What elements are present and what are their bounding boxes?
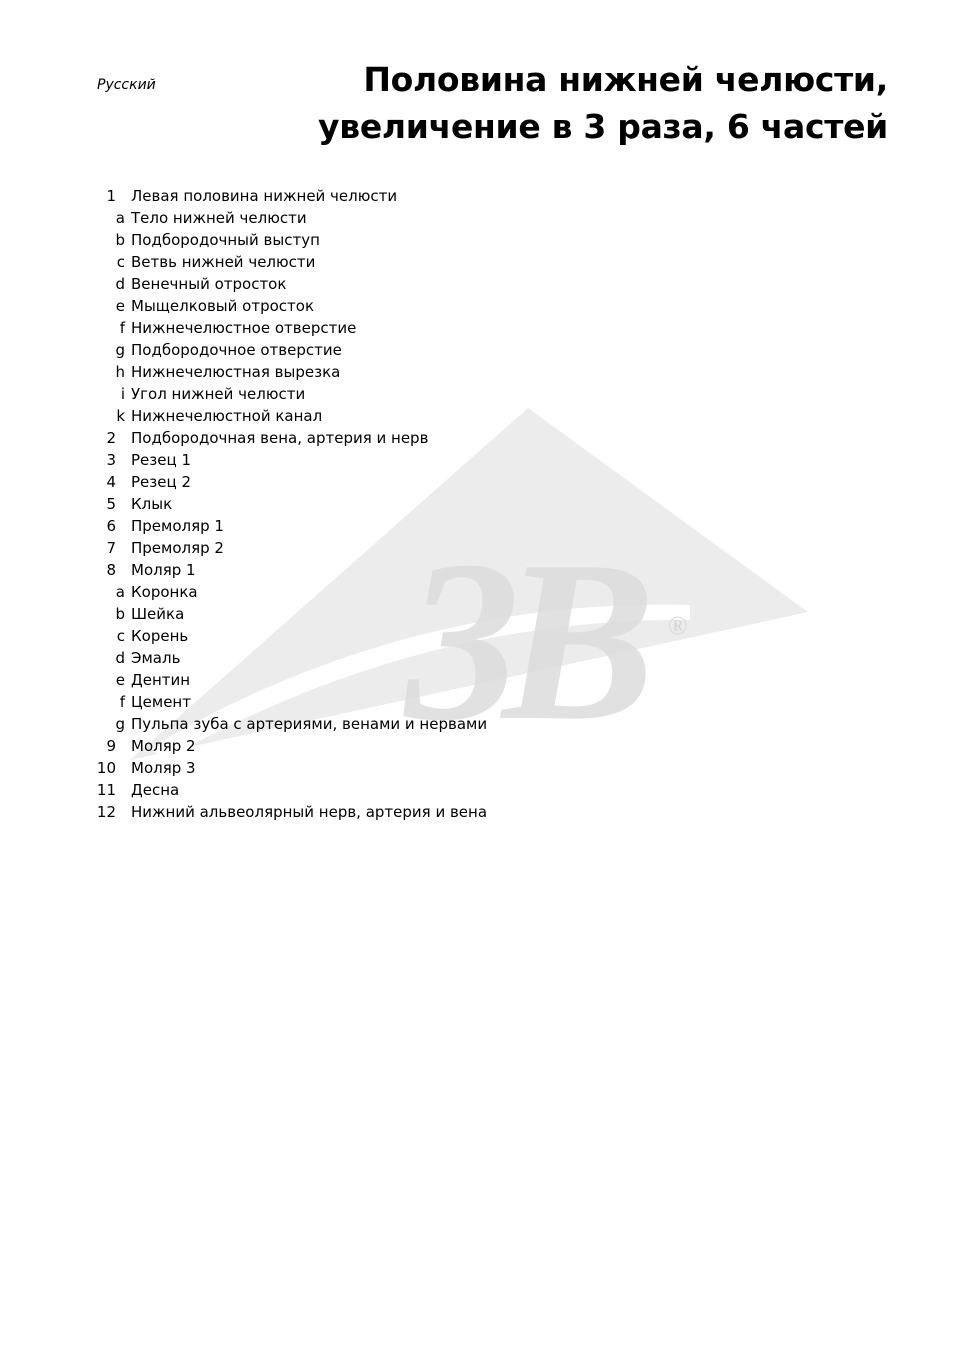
legend-item-label: Клык — [131, 495, 173, 513]
legend-item-label: Тело нижней челюсти — [131, 209, 307, 227]
legend-item-number: a — [115, 209, 125, 227]
legend-item-label: Премоляр 1 — [131, 517, 224, 535]
legend-item-number: 9 — [106, 737, 116, 755]
legend-item-number: b — [115, 231, 125, 249]
legend-item-number: f — [119, 319, 125, 337]
legend-item — [90, 537, 487, 559]
legend-item — [90, 273, 487, 295]
legend-item-number: 4 — [106, 473, 116, 491]
legend-item — [90, 427, 487, 449]
legend-item-label: Подбородочная вена, артерия и нерв — [131, 429, 429, 447]
legend-item — [90, 669, 487, 691]
legend-item — [90, 779, 487, 801]
legend-item-number: 6 — [106, 517, 116, 535]
legend-item — [90, 559, 487, 581]
legend-item-number: b — [115, 605, 125, 623]
legend-item — [90, 581, 487, 603]
legend-item-label: Коронка — [131, 583, 198, 601]
legend-item-label: Дентин — [131, 671, 191, 689]
legend-item-label: Нижний альвеолярный нерв, артерия и вена — [131, 803, 488, 821]
legend-item-label: Эмаль — [131, 649, 181, 667]
legend-item-label: Шейка — [131, 605, 185, 623]
watermark-registered-mark: ® — [668, 611, 688, 640]
legend-item-number: 1 — [106, 187, 116, 205]
legend-item-number: a — [115, 583, 125, 601]
legend-item — [90, 383, 487, 405]
legend-item-label: Резец 1 — [131, 451, 191, 469]
legend-item-number: e — [115, 671, 125, 689]
legend-item-label: Нижнечелюстная вырезка — [131, 363, 341, 381]
legend-item-label: Подбородочное отверстие — [131, 341, 342, 359]
legend-item-number: c — [116, 627, 125, 645]
legend-item — [90, 295, 487, 317]
legend-item-label: Резец 2 — [131, 473, 191, 491]
legend-item-label: Левая половина нижней челюсти — [131, 187, 398, 205]
legend-item-number: e — [115, 297, 125, 315]
legend-item-number: g — [115, 341, 125, 359]
legend-item — [90, 757, 487, 779]
legend-item — [90, 691, 487, 713]
legend-item-label: Корень — [131, 627, 189, 645]
legend-item-number: k — [116, 407, 125, 425]
parts-legend-list — [90, 185, 487, 823]
legend-item — [90, 493, 487, 515]
legend-item-number: 2 — [106, 429, 116, 447]
legend-item-label: Ветвь нижней челюсти — [131, 253, 316, 271]
legend-item-number: 10 — [96, 759, 116, 777]
legend-item-number: 7 — [106, 539, 116, 557]
legend-item — [90, 229, 487, 251]
legend-item — [90, 185, 487, 207]
page-title-line-2: увеличение в 3 раза, 6 частей — [318, 107, 888, 146]
legend-item-label: Моляр 3 — [131, 759, 196, 777]
legend-item — [90, 339, 487, 361]
legend-item — [90, 625, 487, 647]
legend-item-label: Угол нижней челюсти — [131, 385, 306, 403]
legend-item — [90, 735, 487, 757]
legend-item-number: d — [115, 275, 125, 293]
page-title — [188, 56, 888, 150]
legend-item-label: Венечный отросток — [131, 275, 287, 293]
legend-item-label: Цемент — [131, 693, 191, 711]
legend-item — [90, 471, 487, 493]
legend-item-number: i — [120, 385, 125, 403]
legend-item-label: Мыщелковый отросток — [131, 297, 315, 315]
legend-item — [90, 603, 487, 625]
legend-item-label: Премоляр 2 — [131, 539, 224, 557]
legend-item-number: f — [119, 693, 125, 711]
legend-item-label: Пульпа зуба с артериями, венами и нервами — [131, 715, 488, 733]
legend-item-label: Моляр 1 — [131, 561, 196, 579]
legend-item-label: Моляр 2 — [131, 737, 196, 755]
legend-item-label: Нижнечелюстное отверстие — [131, 319, 357, 337]
legend-item — [90, 713, 487, 735]
legend-item-number: 3 — [106, 451, 116, 469]
legend-item — [90, 251, 487, 273]
legend-item — [90, 361, 487, 383]
legend-item — [90, 317, 487, 339]
legend-item-number: h — [115, 363, 125, 381]
legend-item-number: 5 — [106, 495, 116, 513]
legend-item-label: Подбородочный выступ — [131, 231, 320, 249]
watermark-logo-text: 3B — [405, 513, 638, 768]
page-title-line-1: Половина нижней челюсти, — [363, 60, 888, 99]
legend-item — [90, 647, 487, 669]
legend-item — [90, 207, 487, 229]
legend-item — [90, 449, 487, 471]
legend-item-label: Десна — [131, 781, 180, 799]
legend-item — [90, 801, 487, 823]
legend-item-number: c — [116, 253, 125, 271]
legend-item — [90, 515, 487, 537]
legend-item-number: 12 — [96, 803, 116, 821]
legend-item-number: 8 — [106, 561, 116, 579]
language-label: Русский — [97, 77, 156, 93]
legend-item-number: g — [115, 715, 125, 733]
legend-item — [90, 405, 487, 427]
legend-item-number: d — [115, 649, 125, 667]
legend-item-number: 11 — [96, 781, 116, 799]
legend-item-label: Нижнечелюстной канал — [131, 407, 323, 425]
